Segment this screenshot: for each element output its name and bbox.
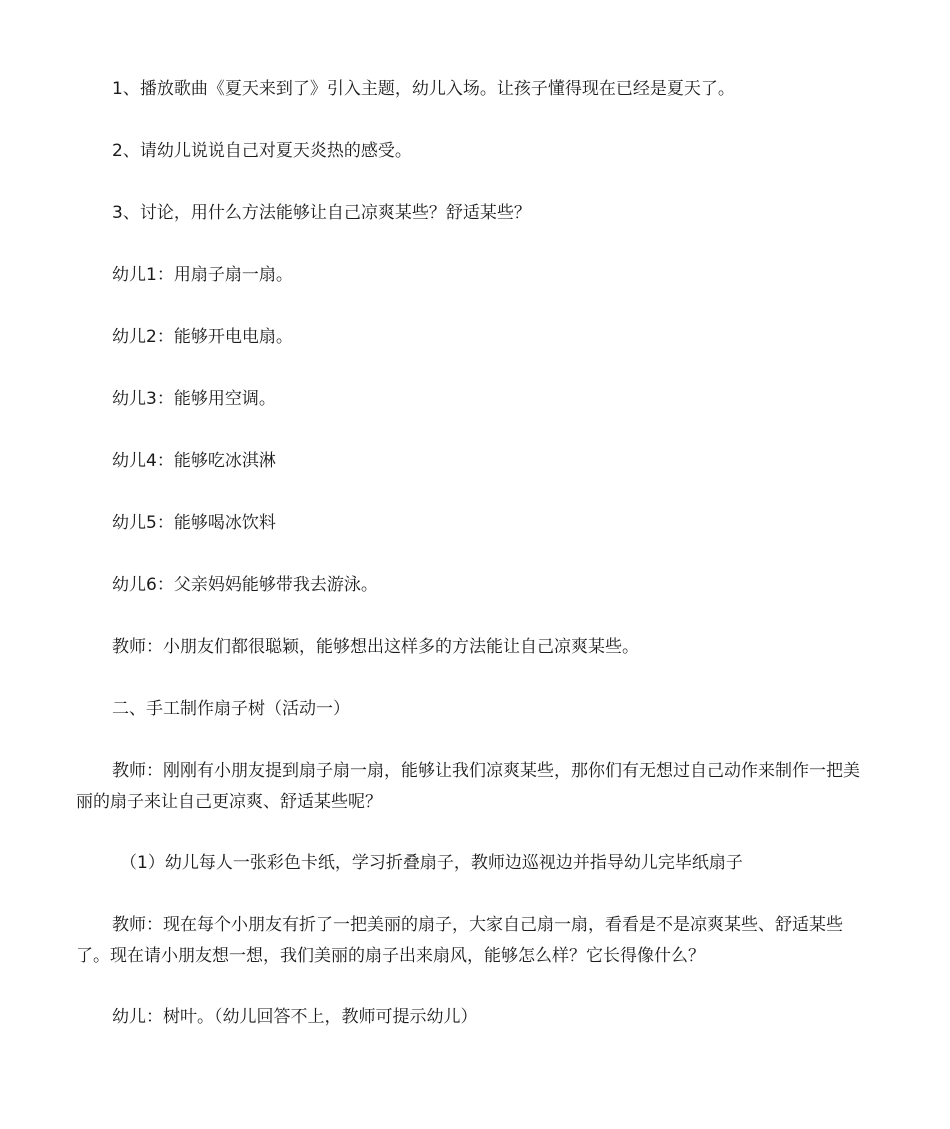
paragraph-activity-1: （1）幼儿每人一张彩色卡纸，学习折叠扇子，教师边巡视边并指导幼儿完毕纸扇子	[120, 853, 743, 873]
paragraph-child-1: 幼儿1：用扇子扇一扇。	[112, 265, 293, 285]
paragraph-child-6: 幼儿6：父亲妈妈能够带我去游泳。	[112, 575, 378, 595]
paragraph-child-3: 幼儿3：能够用空调。	[112, 389, 276, 409]
paragraph-step-1: 1、播放歌曲《夏天来到了》引入主题，幼儿入场。让孩子懂得现在已经是夏天了。	[112, 79, 735, 99]
paragraph-teacher-1: 教师：小朋友们都很聪颖，能够想出这样多的方法能让自己凉爽某些。	[112, 637, 639, 657]
paragraph-teacher-3: 教师：现在每个小朋友有折了一把美丽的扇子，大家自己扇一扇，看看是不是凉爽某些、舒适某些了。现在请小朋友想一想，我们美丽的扇子出来扇风，能够怎么样？它长得像什么？	[76, 915, 843, 966]
paragraph-step-2: 2、请幼儿说说自己对夏天炎热的感受。	[112, 141, 412, 161]
paragraph-child-4: 幼儿4：能够吃冰淇淋	[112, 451, 276, 471]
paragraph-child-5: 幼儿5：能够喝冰饮料	[112, 513, 276, 533]
paragraph-child-answer: 幼儿：树叶。（幼儿回答不上，教师可提示幼儿）	[112, 1007, 478, 1027]
paragraph-child-2: 幼儿2：能够开电电扇。	[112, 327, 293, 347]
paragraph-teacher-2: 教师：刚刚有小朋友提到扇子扇一扇，能够让我们凉爽某些，那你们有无想过自己动作来制作一把美丽的扇子来让自己更凉爽、舒适某些呢？	[76, 761, 860, 812]
paragraph-section-2-heading: 二、手工制作扇子树（活动一）	[112, 699, 350, 719]
paragraph-step-3: 3、讨论，用什么方法能够让自己凉爽某些？舒适某些？	[112, 203, 531, 223]
